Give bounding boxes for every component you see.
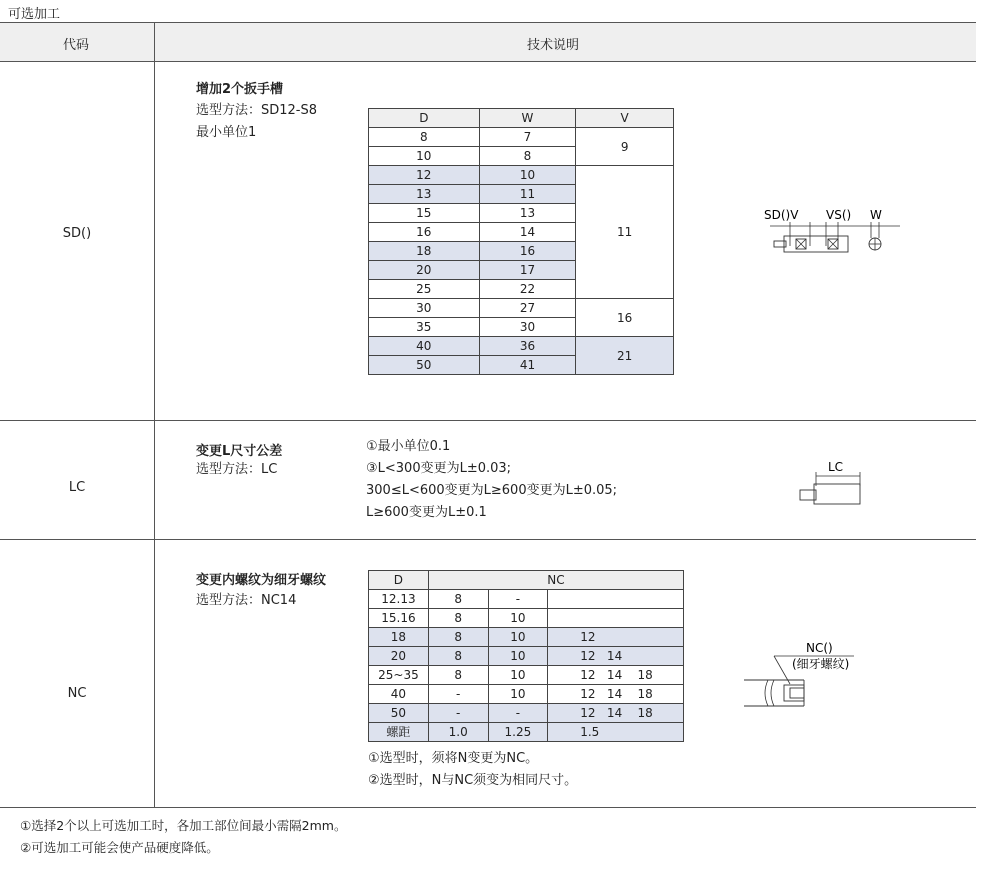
table-cell: 7 bbox=[479, 128, 576, 147]
nc-title: 变更内螺纹为细牙螺纹 bbox=[196, 573, 327, 588]
table-cell: 8 bbox=[479, 147, 576, 166]
table-cell: 50 bbox=[369, 704, 429, 723]
table-bottom-border bbox=[0, 807, 976, 808]
table-cell: 8 bbox=[369, 128, 480, 147]
row-divider bbox=[0, 539, 976, 540]
lc-line: 300≤L<600变更为L≥600变更为L±0.05; bbox=[366, 483, 618, 498]
sd-v-cell: 9 bbox=[576, 128, 674, 166]
table-cell: 8 bbox=[428, 647, 488, 666]
table-cell: 16 bbox=[369, 223, 480, 242]
table-cell: 10 bbox=[488, 609, 548, 628]
table-cell: 41 bbox=[479, 356, 576, 375]
table-cell: 16 bbox=[479, 242, 576, 261]
table-cell: 10 bbox=[488, 628, 548, 647]
lc-line: L≥600变更为L±0.1 bbox=[366, 505, 487, 520]
table-cell: 螺距 bbox=[369, 723, 429, 742]
sd-label: SD()V bbox=[764, 208, 799, 222]
table-cell bbox=[548, 609, 684, 628]
nc-note: ②选型时，N与NC须变为相同尺寸。 bbox=[368, 773, 578, 788]
table-cell: 35 bbox=[369, 318, 480, 337]
table-cell: 12 bbox=[369, 166, 480, 185]
nc-header-nc: NC bbox=[428, 571, 683, 590]
table-cell: 8 bbox=[428, 666, 488, 685]
nc-note: ①选型时，须将N变更为NC。 bbox=[368, 751, 539, 766]
table-cell: 50 bbox=[369, 356, 480, 375]
table-cell: 36 bbox=[479, 337, 576, 356]
lc-line: ①最小单位0.1 bbox=[366, 439, 451, 454]
sd-min-unit: 最小单位1 bbox=[196, 125, 257, 140]
sd-v-cell: 21 bbox=[576, 337, 674, 375]
table-cell: 17 bbox=[479, 261, 576, 280]
nc-label: NC() bbox=[806, 641, 833, 655]
table-cell: - bbox=[488, 590, 548, 609]
nc-method: 选型方法：NC14 bbox=[196, 593, 297, 608]
lc-title: 变更L尺寸公差 bbox=[196, 444, 283, 459]
table-cell: 12 14 18 bbox=[548, 666, 684, 685]
table-cell: 8 bbox=[428, 628, 488, 647]
table-cell: 8 bbox=[428, 609, 488, 628]
table-cell: 10 bbox=[479, 166, 576, 185]
table-cell: 12 14 18 bbox=[548, 685, 684, 704]
code-lc: LC bbox=[68, 480, 86, 495]
table-cell: 10 bbox=[488, 666, 548, 685]
options-table bbox=[0, 22, 976, 808]
table-cell: 8 bbox=[428, 590, 488, 609]
table-cell: 10 bbox=[488, 647, 548, 666]
w-label: W bbox=[870, 208, 882, 222]
table-cell: 13 bbox=[369, 185, 480, 204]
sd-diagram bbox=[760, 206, 910, 258]
table-cell: 18 bbox=[369, 242, 480, 261]
nc-diagram bbox=[744, 640, 874, 712]
sd-header-w: W bbox=[479, 109, 576, 128]
sd-v-cell: 11 bbox=[576, 166, 674, 299]
table-cell: 25~35 bbox=[369, 666, 429, 685]
table-cell: 15 bbox=[369, 204, 480, 223]
table-cell: 1.5 bbox=[548, 723, 684, 742]
table-cell: - bbox=[428, 704, 488, 723]
footnote: ①选择2个以上可选加工时，各加工部位间最小需隔2mm。 bbox=[20, 818, 347, 833]
column-divider bbox=[154, 22, 155, 808]
table-cell: 12 bbox=[548, 628, 684, 647]
table-cell: 30 bbox=[369, 299, 480, 318]
lc-line: ③L<300变更为L±0.03; bbox=[366, 461, 512, 476]
nc-header-d: D bbox=[369, 571, 429, 590]
sd-title: 增加2个扳手槽 bbox=[196, 82, 284, 97]
sd-header-d: D bbox=[369, 109, 480, 128]
table-cell: 10 bbox=[369, 147, 480, 166]
table-cell: 20 bbox=[369, 647, 429, 666]
sd-header-v: V bbox=[576, 109, 674, 128]
code-nc: NC bbox=[67, 686, 87, 701]
lc-method: 选型方法：LC bbox=[196, 462, 278, 477]
table-cell: 40 bbox=[369, 685, 429, 704]
table-cell: 15.16 bbox=[369, 609, 429, 628]
table-cell: - bbox=[428, 685, 488, 704]
table-cell: 10 bbox=[488, 685, 548, 704]
sd-v-cell: 16 bbox=[576, 299, 674, 337]
table-cell: 11 bbox=[479, 185, 576, 204]
table-cell bbox=[548, 590, 684, 609]
lc-diagram bbox=[796, 460, 866, 508]
table-cell: 13 bbox=[479, 204, 576, 223]
table-cell: 22 bbox=[479, 280, 576, 299]
sd-method: 选型方法：SD12-S8 bbox=[196, 103, 318, 118]
row-divider bbox=[0, 420, 976, 421]
lc-label: LC bbox=[828, 460, 844, 474]
table-cell: 25 bbox=[369, 280, 480, 299]
table-cell: 12 14 18 bbox=[548, 704, 684, 723]
table-cell: 12.13 bbox=[369, 590, 429, 609]
code-sd: SD() bbox=[62, 226, 92, 241]
table-cell: 1.0 bbox=[428, 723, 488, 742]
table-cell: 14 bbox=[479, 223, 576, 242]
table-cell: 12 14 bbox=[548, 647, 684, 666]
nc-table bbox=[368, 570, 684, 742]
table-cell: 30 bbox=[479, 318, 576, 337]
table-header bbox=[0, 22, 976, 62]
footnote: ②可选加工可能会使产品硬度降低。 bbox=[20, 840, 219, 855]
vs-label: VS() bbox=[826, 208, 852, 222]
table-cell: 20 bbox=[369, 261, 480, 280]
nc-label-sub: (细牙螺纹) bbox=[792, 657, 850, 671]
table-cell: 27 bbox=[479, 299, 576, 318]
header-code: 代码 bbox=[63, 38, 90, 53]
table-cell: - bbox=[488, 704, 548, 723]
table-cell: 40 bbox=[369, 337, 480, 356]
table-cell: 18 bbox=[369, 628, 429, 647]
sd-table bbox=[368, 108, 674, 375]
table-cell: 1.25 bbox=[488, 723, 548, 742]
header-spec: 技术说明 bbox=[527, 38, 580, 53]
page-title: 可选加工 bbox=[8, 7, 61, 22]
